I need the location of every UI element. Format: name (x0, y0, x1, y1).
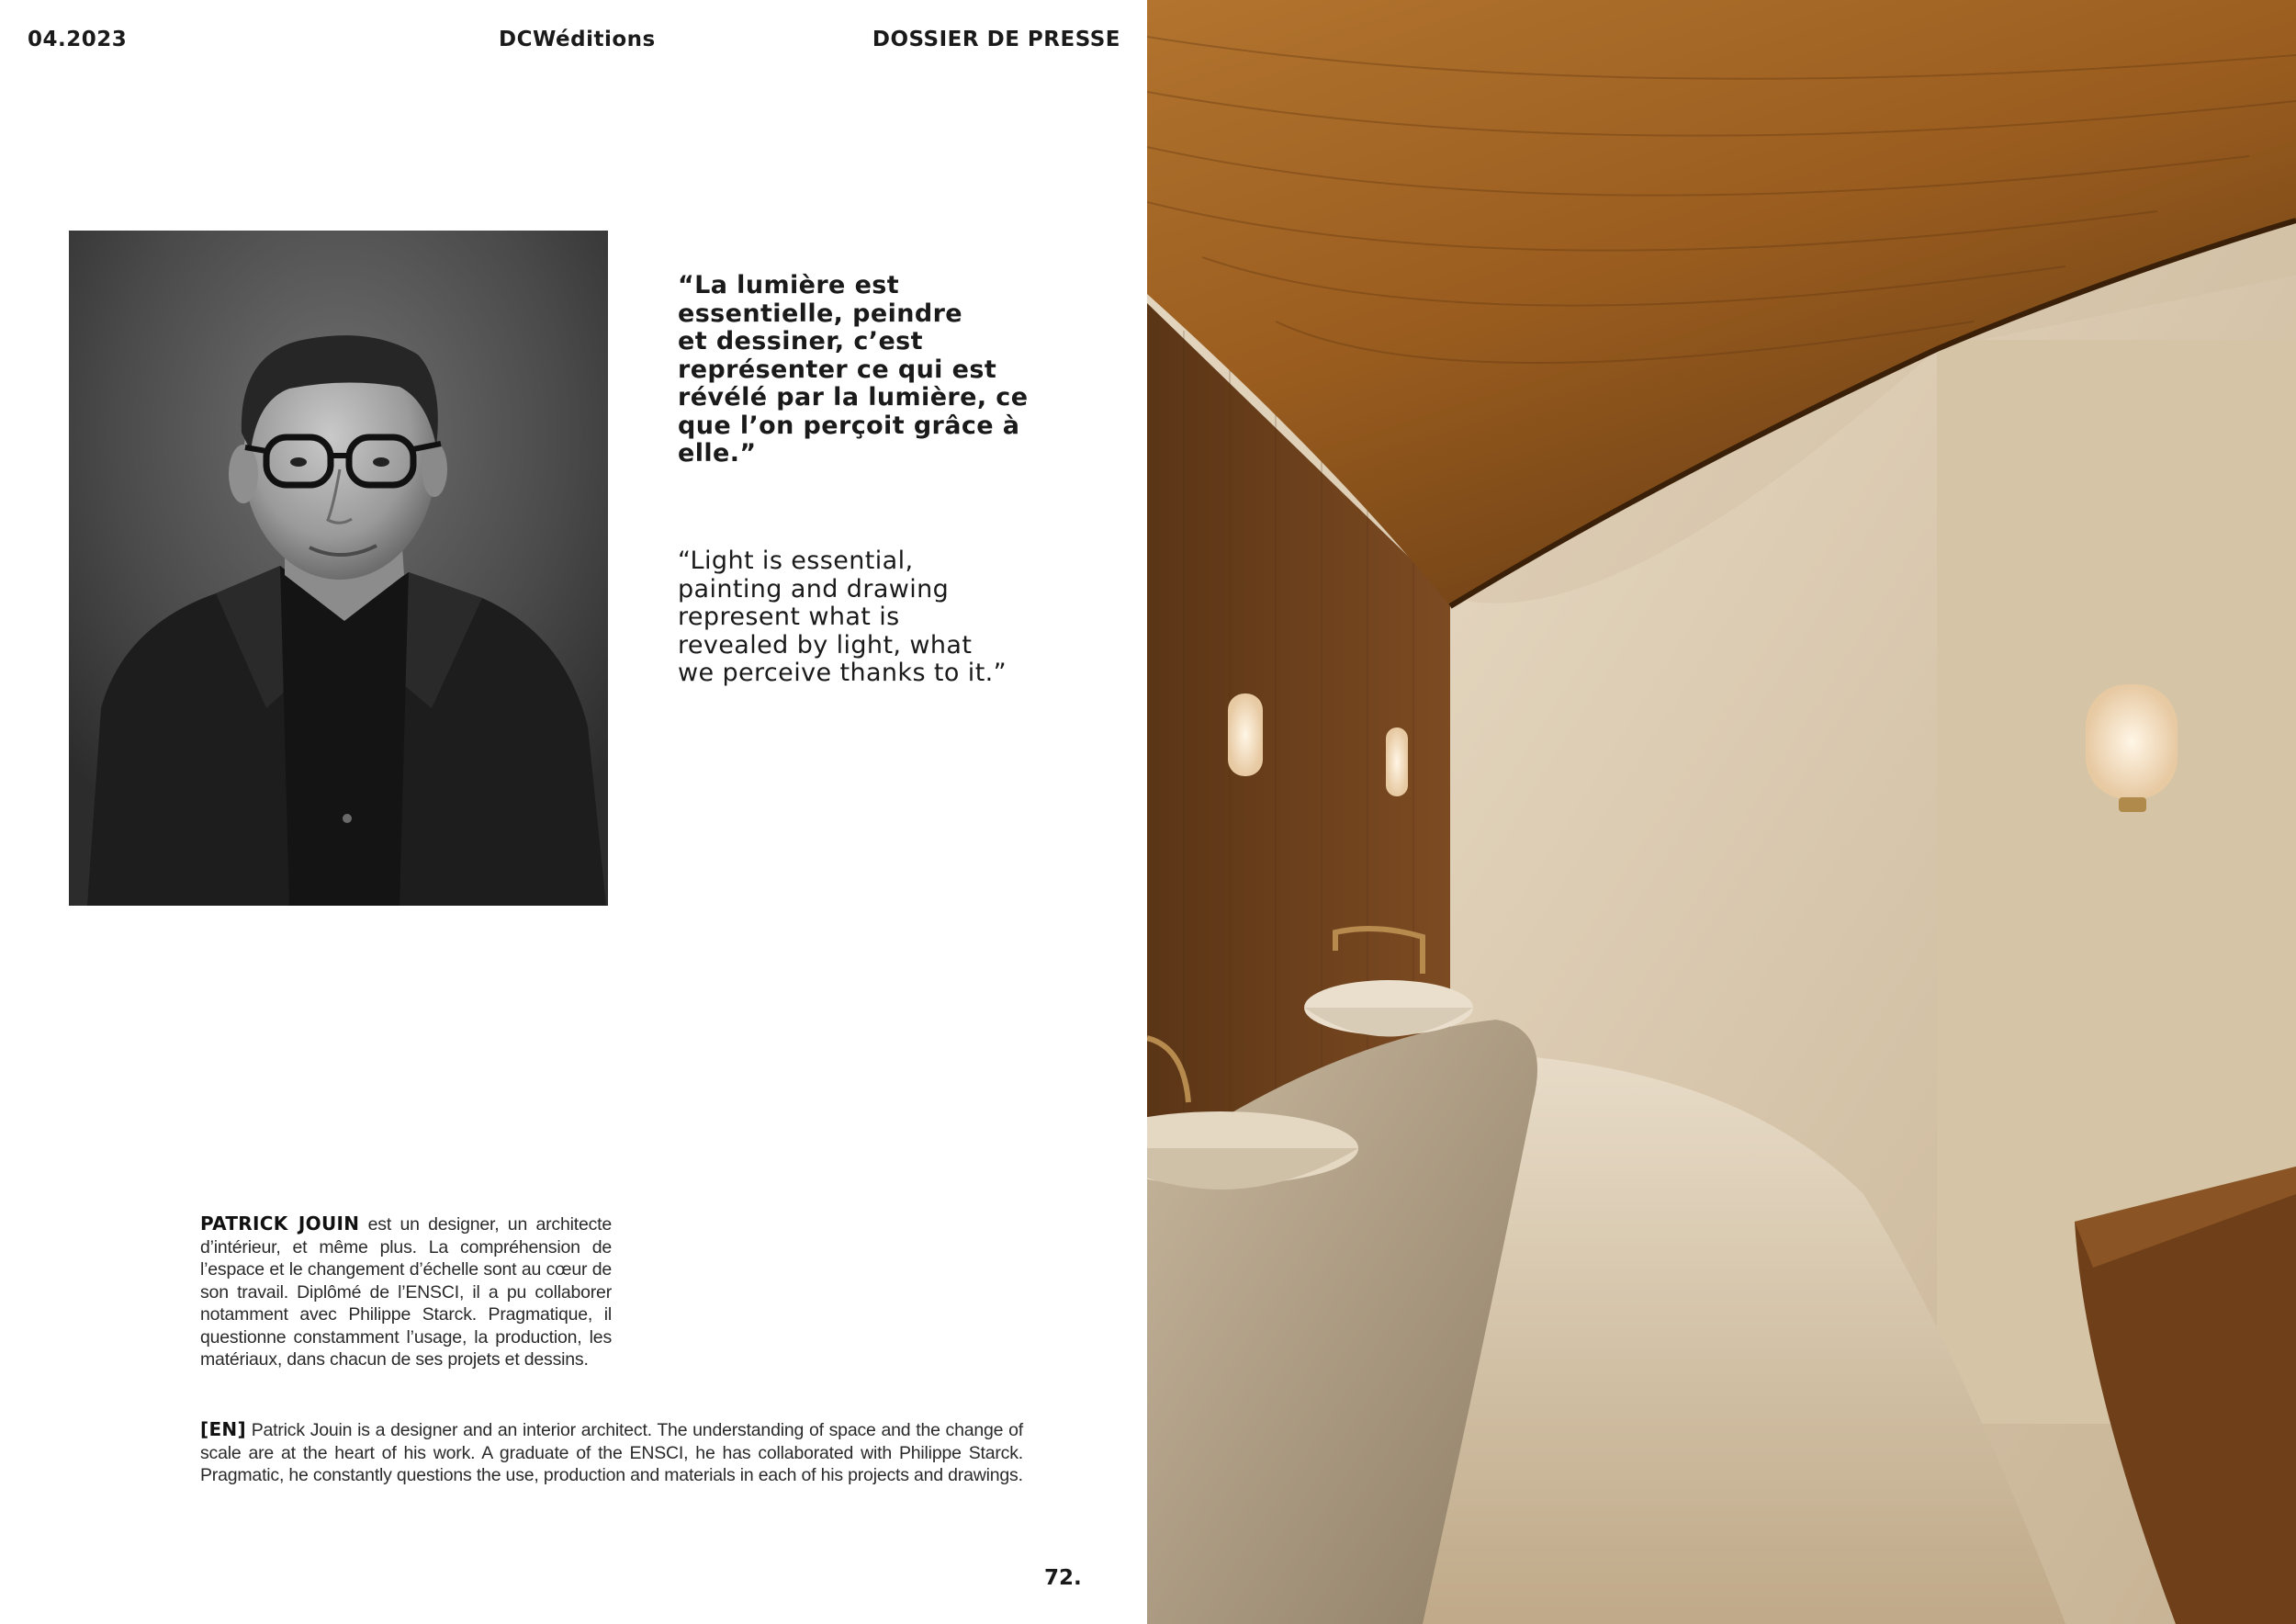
quote-line: que l’on perçoit grâce à (678, 411, 1020, 440)
quote-line: represent what is (678, 603, 900, 631)
biography-french-text: est un designer, un architecte d’intérieur, et même plus. La compréhension de l’espace et le changement d’échelle sont au cœur de son travail. Diplômé de l’ENSCI, il a pu collaborer notamment avec Philippe Starck. Pragmatique, il questionne constamment l’usage, la production, les matériaux, dans chacun de ses projets et dessins. (200, 1214, 613, 1370)
biography-english (200, 1418, 1023, 1487)
quote-line: painting and drawing (678, 574, 950, 603)
biography-french (200, 1212, 612, 1371)
quote-line: elle.” (678, 439, 757, 468)
quote-english (678, 547, 1045, 688)
quote-line: essentielle, peindre (678, 299, 963, 328)
quote-line: révélé par la lumière, ce (678, 383, 1029, 412)
quote-french (678, 272, 1045, 468)
header-title: DOSSIER DE PRESSE (872, 28, 1120, 51)
language-tag: [EN] (200, 1418, 246, 1440)
quote-line: “La lumière est (678, 271, 900, 299)
header-date: 04.2023 (28, 28, 128, 51)
interior-bathroom-photo (1147, 0, 2296, 1624)
page-number: 72. (1044, 1566, 1082, 1590)
quote-line: revealed by light, what (678, 630, 973, 660)
quote-line: we perceive thanks to it.” (678, 659, 1007, 687)
header-brand: DCWéditions (499, 28, 656, 51)
designer-name: PATRICK JOUIN (200, 1212, 360, 1235)
quote-line: représenter ce qui est (678, 355, 997, 384)
designer-portrait-photo (69, 231, 608, 906)
quote-line: et dessiner, c’est (678, 327, 923, 355)
quote-line: “Light is essential, (678, 547, 914, 575)
biography-english-text: Patrick Jouin is a designer and an interior architect. The understanding of space and the change of scale are at the heart of his work. A graduate of the ENSCI, he has collaborated with Philippe Starck. Pragmatic, he constantly questions the use, production and materials in each of his projects and drawings. (200, 1420, 1023, 1485)
